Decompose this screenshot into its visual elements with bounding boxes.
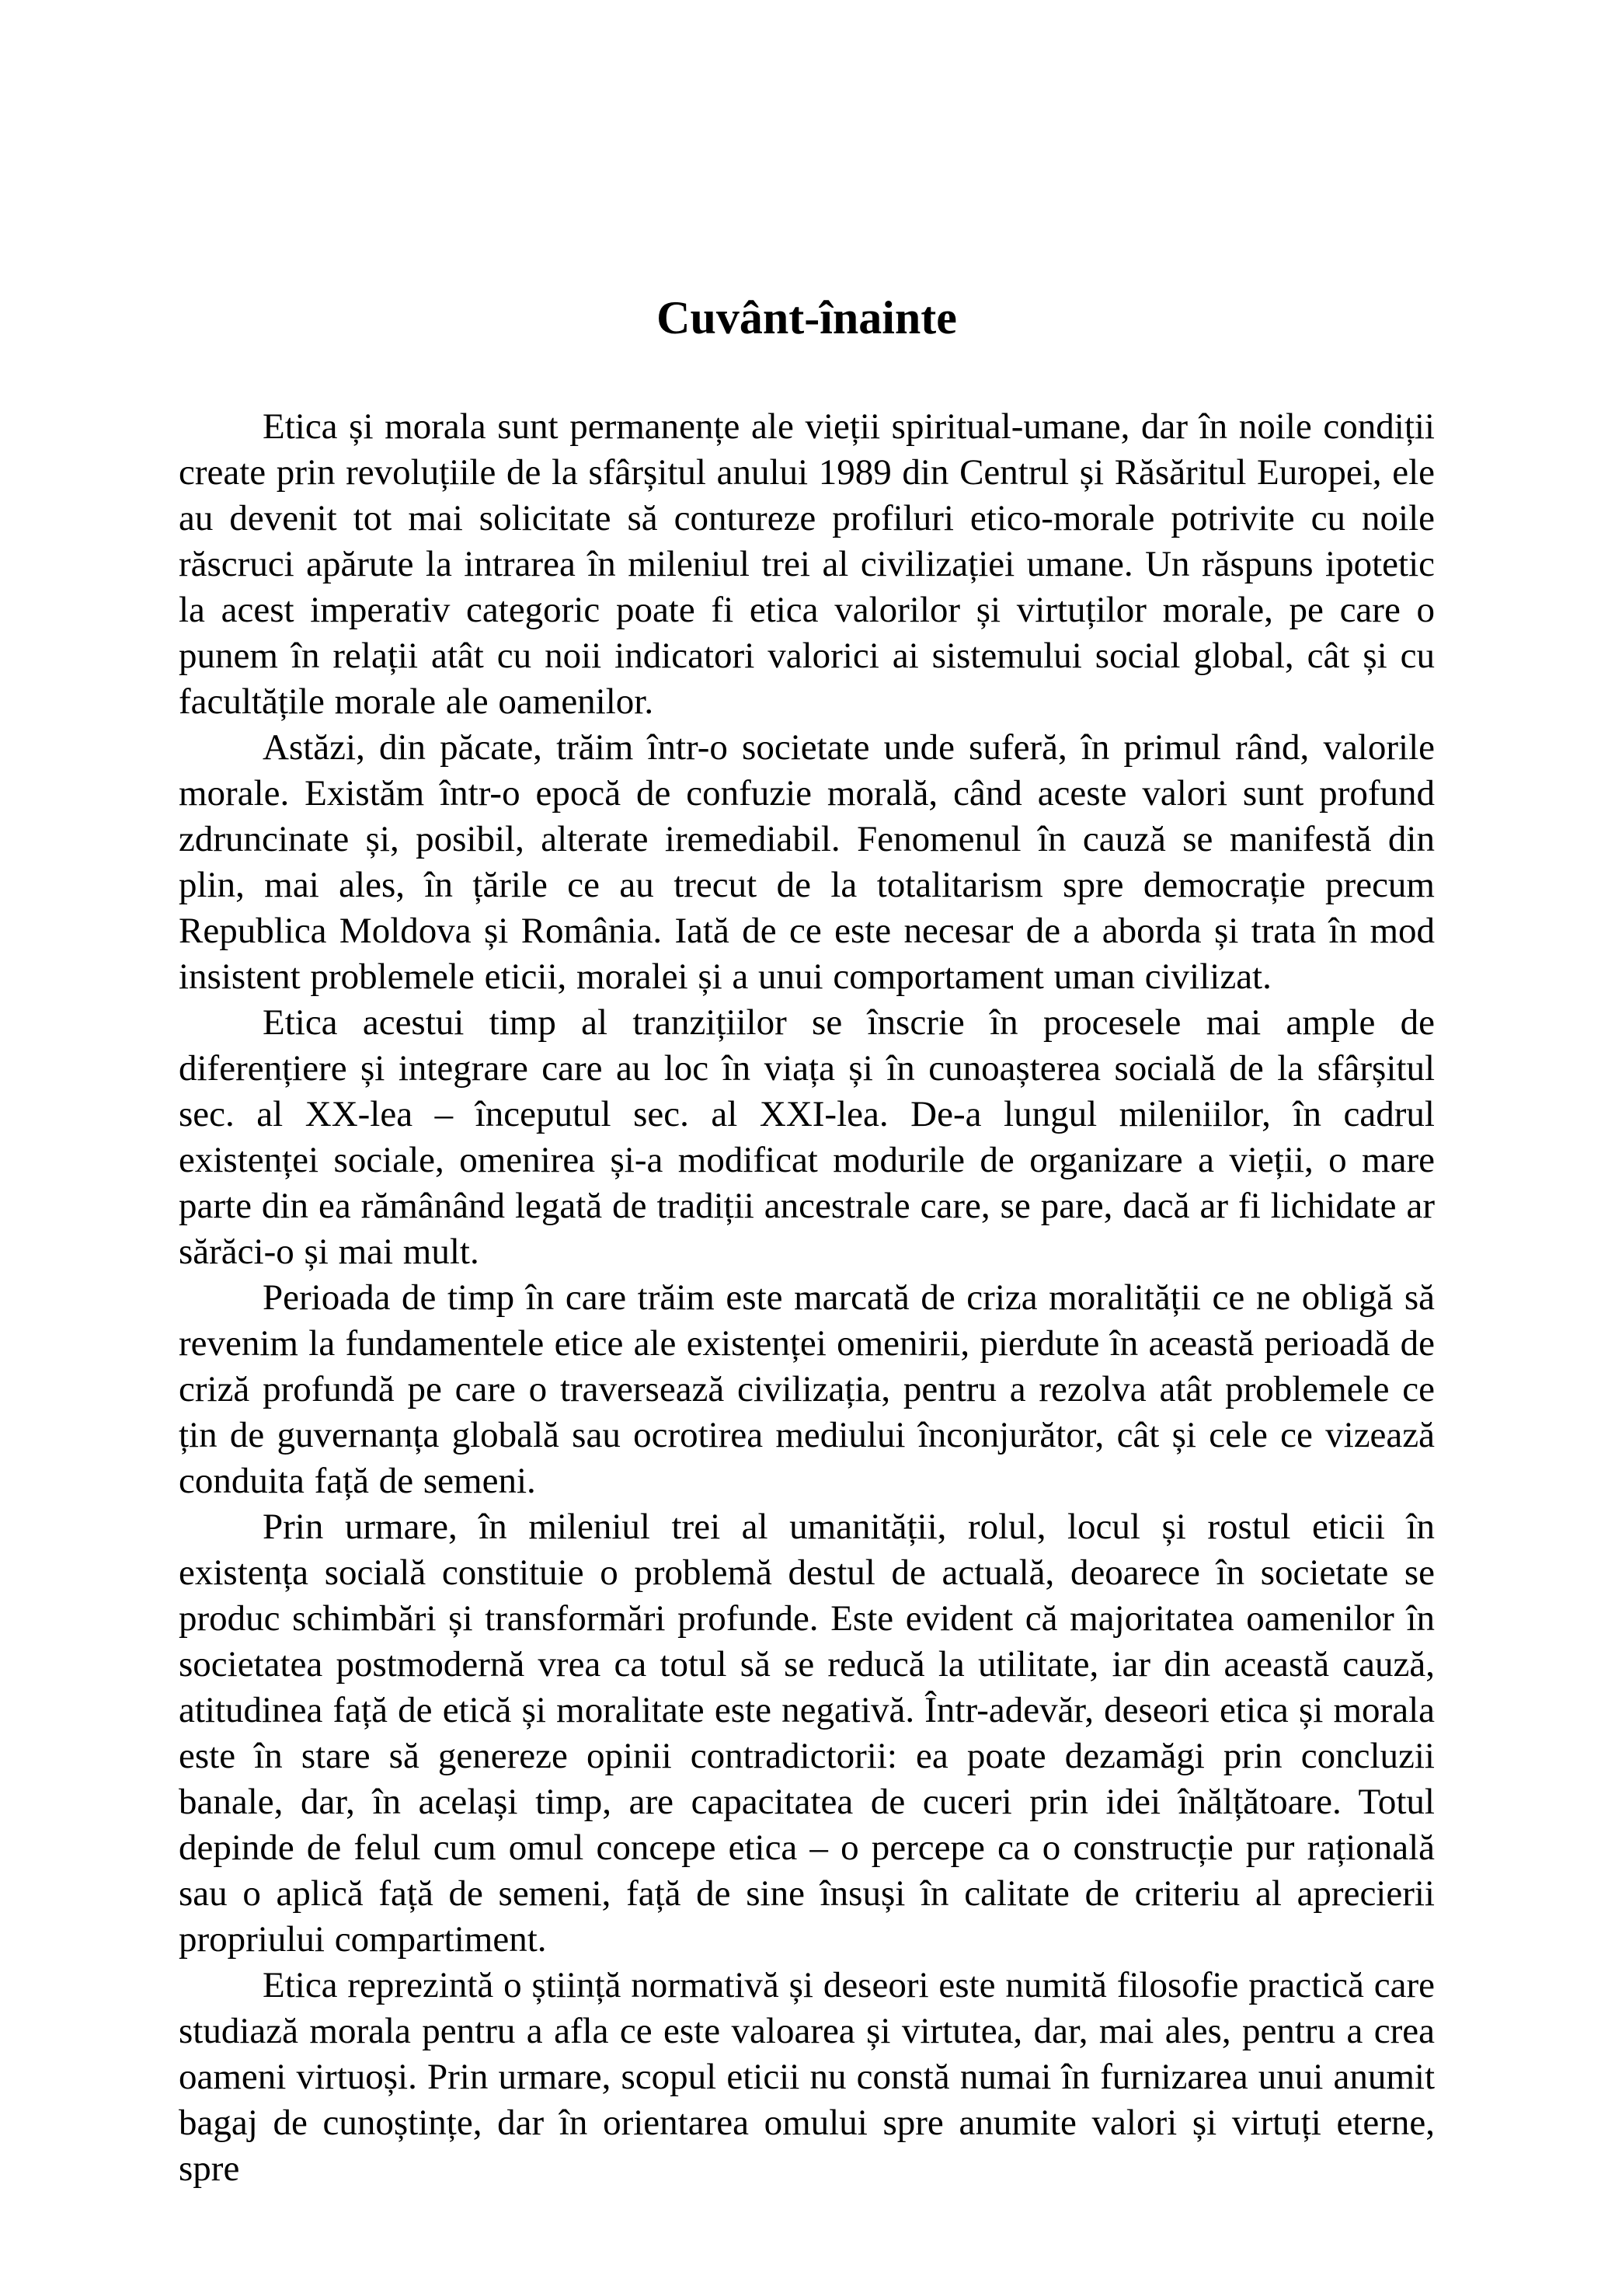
page-title: Cuvânt-înainte (656, 292, 957, 343)
body-paragraph: Etica acestui timp al tranzițiilor se înscrie în procesele mai ample de diferențiere și integrare care au loc în viața și în cunoașterea socială de la sfârșitul sec. al XX-lea – începutul sec. al XXI-lea. De-a lungul mileniilor, în cadrul existenței sociale, omenirea și-a modificat modurile de organizare a vieții, o mare parte din ea rămânând legată de tradiții ancestrale care, se pare, dacă ar fi lichidate ar sărăci-o și mai mult. (179, 1002, 1435, 1272)
body-paragraph: Prin urmare, în mileniul trei al umanității, rolul, locul și rostul eticii în existența socială constituie o problemă destul de actuală, deoarece în societate se produc schimbări și transformări profunde. Este evident că majoritatea oamenilor în societatea postmodernă vrea ca totul să se reducă la utilitate, iar din această cauză, atitudinea față de etică și moralitate este negativă. Într-adevăr, deseori etica și morala este în stare să genereze opinii contradictorii: ea poate dezamăgi prin concluzii banale, dar, în același timp, are capacitatea de cuceri prin idei înălțătoare. Totul depinde de felul cum omul concepe etica – o percepe ca o construcție pur rațională sau o aplică față de semeni, față de sine însuși în calitate de criteriu al aprecierii propriului compartiment. (179, 1507, 1435, 1960)
body-paragraph: Etica reprezintă o știință normativă și deseori este numită filosofie practică care studiază morala pentru a afla ce este valoarea și virtutea, dar, mai ales, pentru a crea oameni virtuoși. Prin urmare, scopul eticii nu constă numai în furnizarea unui anumit bagaj de cunoștințe, dar în orientarea omului spre anumite valori și virtuți eterne, spre (179, 1965, 1435, 2189)
body-paragraph: Astăzi, din păcate, trăim într-o societate unde suferă, în primul rând, valorile morale. Existăm într-o epocă de confuzie morală, când aceste valori sunt profund zdruncinate și, posibil, alterate iremediabil. Fenomenul în cauză se manifestă din plin, mai ales, în țările ce au trecut de la totalitarism spre democrație precum Republica Moldova și România. Iată de ce este necesar de a aborda și trata în mod insistent problemele eticii, moralei și a unui comportament uman civilizat. (179, 727, 1435, 997)
body-paragraph: Etica și morala sunt permanențe ale vieții spiritual-umane, dar în noile condiții create prin revoluțiile de la sfârșitul anului 1989 din Centrul și Răsăritul Europei, ele au devenit tot mai solicitate să contureze profiluri etico-morale potrivite cu noile răscruci apărute la intrarea în mileniul trei al civilizației umane. Un răspuns ipotetic la acest imperativ categoric poate fi etica valorilor și virtuților morale, pe care o punem în relații atât cu noii indicatori valorici ai sistemului social global, cât și cu facultățile morale ale oamenilor. (179, 406, 1435, 722)
body-paragraph: Perioada de timp în care trăim este marcată de criza moralității ce ne obligă să revenim la fundamentele etice ale existenței omenirii, pierdute în această perioadă de criză profundă pe care o traversează civilizația, pentru a rezolva atât problemele ce țin de guvernanța globală sau ocrotirea mediului înconjurător, cât și cele ce vizează conduita față de semeni. (179, 1277, 1435, 1501)
body-text (179, 404, 1435, 2192)
